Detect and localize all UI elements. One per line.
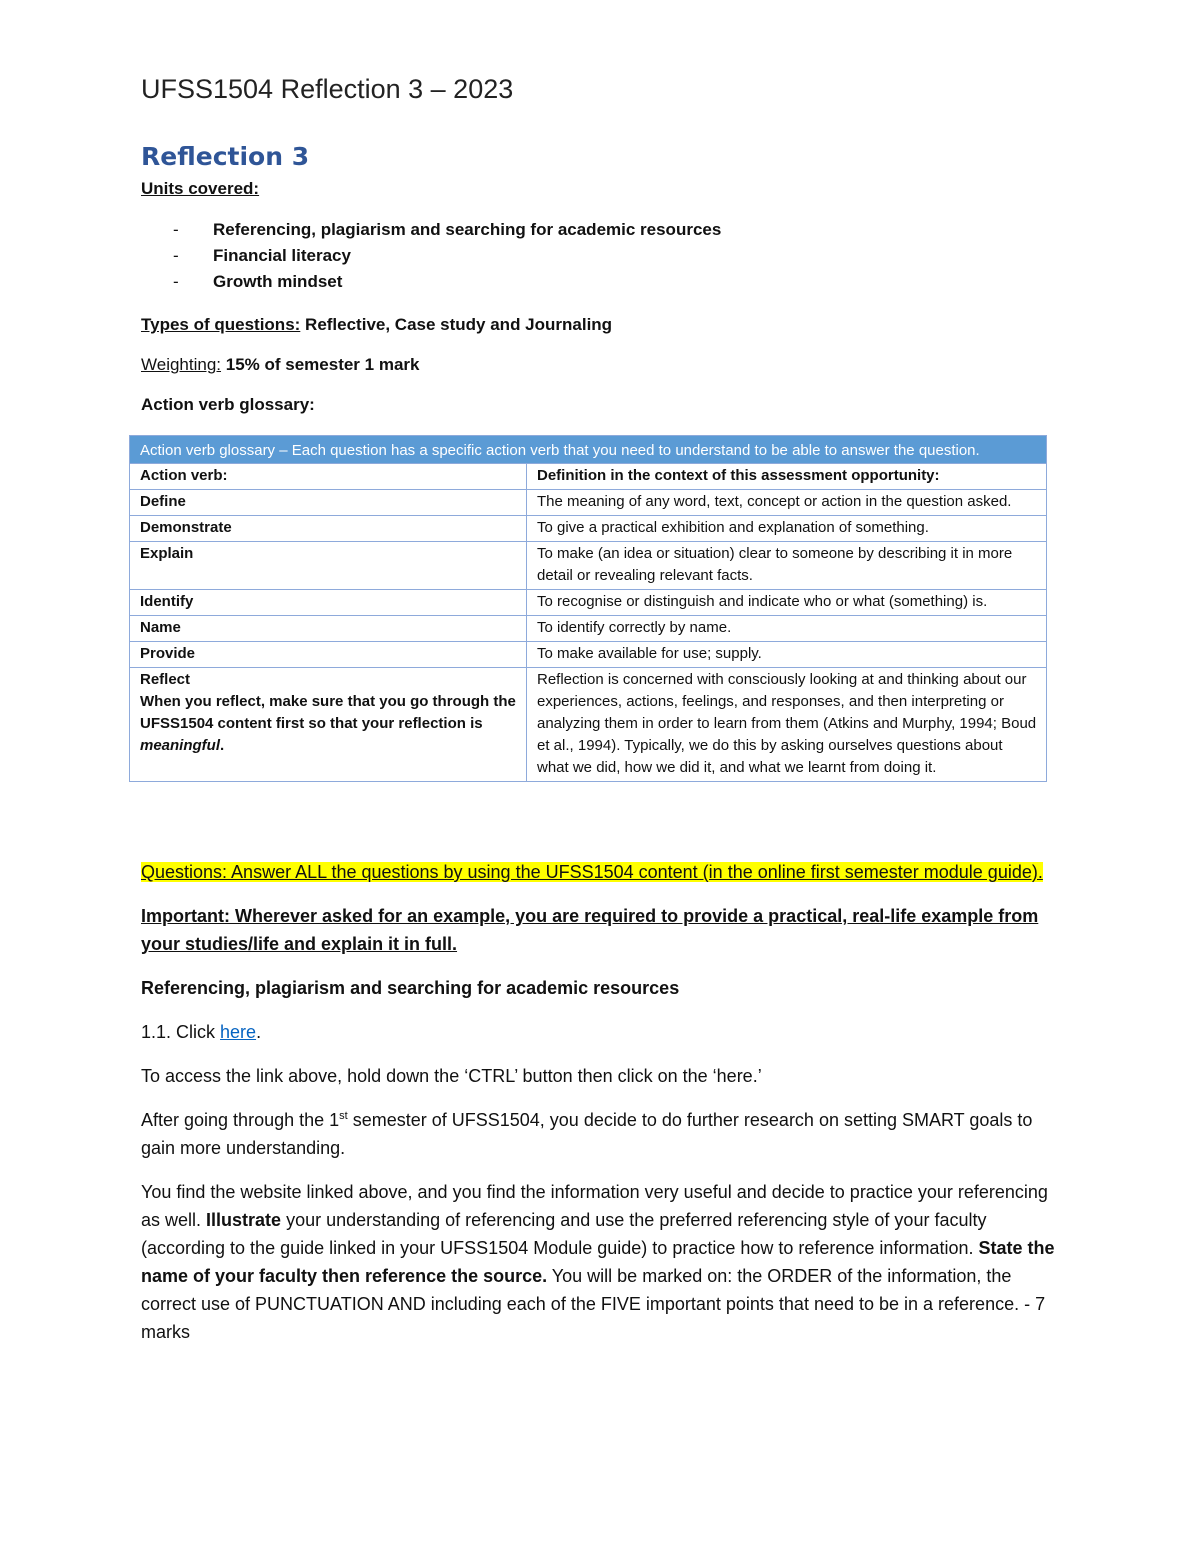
definition-cell: To identify correctly by name. xyxy=(527,616,1047,642)
table-row xyxy=(130,464,1047,490)
question-1-1: 1.1. Click here. xyxy=(141,1022,262,1042)
units-covered-label: Units covered: xyxy=(141,179,260,198)
task-paragraph: You find the website linked above, and you find the information very useful and decide to practice your referencing as well. Illustrate your understanding of referencing and use the preferred referencing style of your faculty (according to the guide linked in your UFSS1504 Module guide) to practice how to reference information. State the name of your faculty then reference the source. You will be marked on: the ORDER of the information, the correct use of PUNCTUATION AND including each of the FIVE important points that need to be in a reference. - 7 marks xyxy=(141,1182,1055,1342)
table-row xyxy=(130,590,1047,616)
definition-cell: The meaning of any word, text, concept or action in the question asked. xyxy=(527,490,1047,516)
verb-cell: Define xyxy=(130,490,527,516)
questions-section xyxy=(141,858,1066,1362)
list-item: - Referencing, plagiarism and searching for academic resources xyxy=(173,220,722,239)
table-row xyxy=(130,516,1047,542)
glossary-label: Action verb glossary: xyxy=(141,395,315,414)
table-row xyxy=(130,668,1047,782)
table-row xyxy=(130,642,1047,668)
verb-label: Reflect xyxy=(140,671,191,688)
table-row xyxy=(130,490,1047,516)
access-instruction: To access the link above, hold down the ‘CTRL’ button then click on the ‘here.’ xyxy=(141,1066,762,1086)
here-link[interactable]: here xyxy=(220,1022,257,1042)
verb-cell: Explain xyxy=(130,542,527,590)
verb-cell-reflect xyxy=(130,668,527,782)
column-header-verb: Action verb: xyxy=(130,464,527,490)
document-header: UFSS1504 Reflection 3 – 2023 xyxy=(141,74,514,104)
weighting xyxy=(141,355,1061,375)
action-verb-table xyxy=(129,435,1047,782)
column-header-definition: Definition in the context of this assessment opportunity: xyxy=(527,464,1047,490)
table-header-row xyxy=(130,436,1047,464)
list-item: - Financial literacy xyxy=(173,246,351,265)
types-of-questions xyxy=(141,315,1061,335)
page-title: Reflection 3 xyxy=(141,142,310,171)
list-item: - Growth mindset xyxy=(173,272,343,291)
verb-cell: Provide xyxy=(130,642,527,668)
table-row xyxy=(130,542,1047,590)
units-list xyxy=(141,217,1061,295)
definition-cell: To give a practical exhibition and explanation of something. xyxy=(527,516,1047,542)
verb-cell: Identify xyxy=(130,590,527,616)
reflection-intro xyxy=(141,142,1061,415)
weighting-label: Weighting: xyxy=(141,355,222,374)
definition-cell: To make (an idea or situation) clear to someone by describing it in more detail or revealing relevant facts. xyxy=(527,542,1047,590)
questions-instruction: Questions: Answer ALL the questions by using the UFSS1504 content (in the online first semester module guide). xyxy=(141,862,1043,882)
types-label: Types of questions: xyxy=(141,315,301,334)
definition-cell: To make available for use; supply. xyxy=(527,642,1047,668)
section-heading: Referencing, plagiarism and searching for academic resources xyxy=(141,978,680,998)
verb-cell: Demonstrate xyxy=(130,516,527,542)
verb-cell: Name xyxy=(130,616,527,642)
definition-cell: Reflection is concerned with consciously looking at and thinking about our experiences, actions, feelings, and responses, and then interpreting or analyzing them in order to learn from them (Atkins and Murphy, 1994; Boud et al., 1994). Typically, we do this by asking ourselves questions about what we did, how we did it, and what we learnt from doing it. xyxy=(527,668,1047,782)
definition-cell: To recognise or distinguish and indicate who or what (something) is. xyxy=(527,590,1047,616)
after-paragraph: After going through the 1st semester of UFSS1504, you decide to do further research on setting SMART goals to gain more understanding. xyxy=(141,1110,1033,1158)
reflect-note: When you reflect, make sure that you go through the UFSS1504 content first so that your reflection is meaningful. xyxy=(140,693,516,754)
table-header: Action verb glossary – Each question has a specific action verb that you need to understand to be able to answer the question. xyxy=(130,436,1047,464)
important-note: Important: Wherever asked for an example, you are required to provide a practical, real-life example from your studies/life and explain it in full. xyxy=(141,906,1039,954)
table-row xyxy=(130,616,1047,642)
weighting-value: 15% of semester 1 mark xyxy=(221,355,420,374)
types-value: Reflective, Case study and Journaling xyxy=(300,315,613,334)
